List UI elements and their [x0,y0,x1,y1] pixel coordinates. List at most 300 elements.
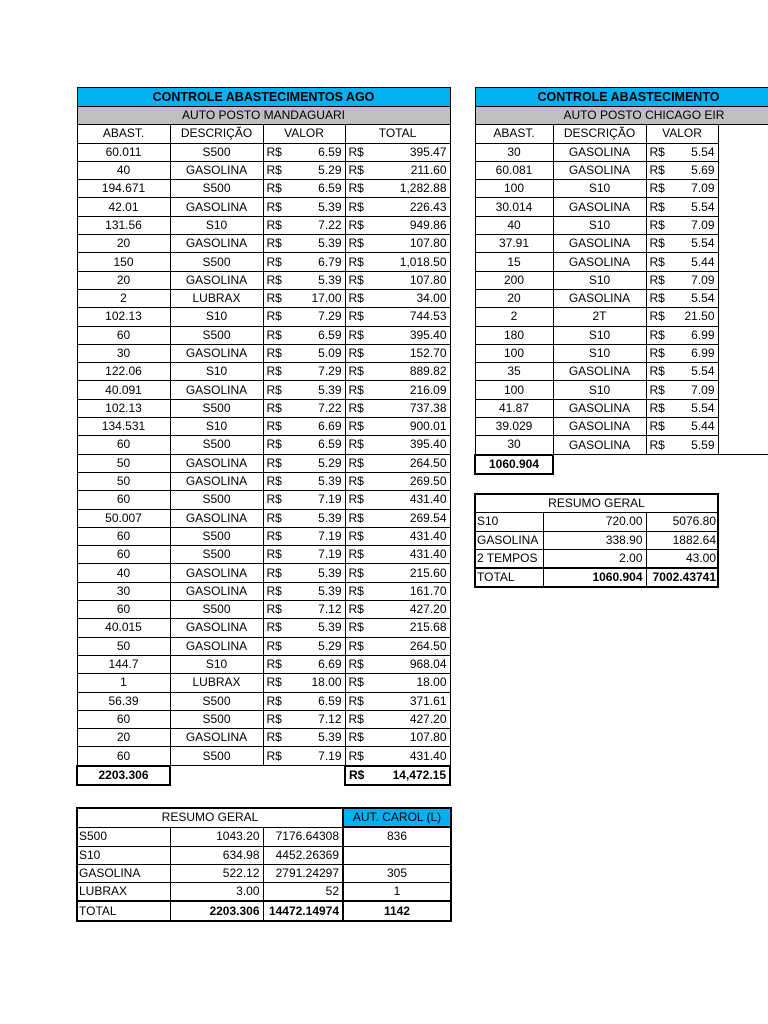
summary-label: S10 [77,846,170,864]
descricao-cell: S500 [170,399,263,417]
valor-cell: 5.54 [667,399,718,417]
summary-value: 7176.64308 [263,827,343,846]
header-total: TOTAL [345,125,450,143]
abast-cell: 20 [77,729,170,747]
abast-cell: 60 [77,491,170,509]
total-currency: R$ [345,491,366,509]
summary-label: S10 [475,513,543,531]
descricao-cell: GASOLINA [170,198,263,216]
total-currency: R$ [345,509,366,527]
abast-cell: 20 [77,235,170,253]
left-total-empty [170,766,345,785]
table-row [77,491,450,509]
right-summary-total-qty: 1060.904 [543,568,646,587]
table-row [475,198,768,216]
total-cell: 216.09 [366,381,450,399]
abast-cell: 50 [77,637,170,655]
descricao-cell: S500 [170,710,263,728]
total-cell: 1,018.50 [366,253,450,271]
left-total-row [77,766,450,785]
left-summary [76,807,452,922]
abast-cell: 40.091 [77,381,170,399]
valor-currency: R$ [263,582,284,600]
total-cell: 18.00 [366,674,450,692]
right-total-abast: 1060.904 [475,455,553,474]
valor-currency: R$ [646,289,667,307]
abast-cell: 30 [475,143,553,161]
total-cell: 431.40 [366,491,450,509]
abast-cell: 60.081 [475,161,553,179]
empty-cell [718,198,768,216]
abast-cell: 122.06 [77,363,170,381]
total-currency: R$ [345,289,366,307]
abast-cell: 30 [77,344,170,362]
table-row [77,454,450,472]
descricao-cell: GASOLINA [553,399,646,417]
descricao-cell: GASOLINA [553,161,646,179]
valor-currency: R$ [263,271,284,289]
valor-currency: R$ [646,418,667,436]
total-cell: 215.68 [366,619,450,637]
abast-cell: 2 [77,289,170,307]
valor-currency: R$ [263,436,284,454]
abast-cell: 15 [475,253,553,271]
table-row [77,363,450,381]
valor-currency: R$ [646,363,667,381]
total-cell: 264.50 [366,637,450,655]
descricao-cell: S500 [170,436,263,454]
valor-cell: 6.69 [284,418,345,436]
total-currency: R$ [345,253,366,271]
total-currency: R$ [345,710,366,728]
table-row [77,601,450,619]
descricao-cell: S10 [170,363,263,381]
abast-cell: 20 [77,271,170,289]
total-cell: 431.40 [366,747,450,766]
mandaguari-table [76,87,451,786]
empty-cell [718,216,768,234]
descricao-cell: S10 [553,271,646,289]
total-currency: R$ [345,546,366,564]
total-currency: R$ [345,235,366,253]
header-abast: ABAST. [77,125,170,143]
valor-cell: 5.39 [284,729,345,747]
table-row [77,289,450,307]
summary-value: 5076.80 [646,513,718,531]
empty-cell [718,271,768,289]
total-currency: R$ [345,527,366,545]
valor-currency: R$ [646,235,667,253]
descricao-cell: GASOLINA [553,253,646,271]
valor-currency: R$ [263,509,284,527]
empty-cell [718,308,768,326]
total-currency: R$ [345,326,366,344]
total-currency: R$ [345,655,366,673]
valor-cell: 5.44 [667,418,718,436]
descricao-cell: LUBRAX [170,674,263,692]
valor-cell: 6.99 [667,326,718,344]
descricao-cell: S10 [553,381,646,399]
valor-cell: 5.59 [667,436,718,455]
table-row [77,637,450,655]
valor-currency: R$ [263,747,284,766]
table-row [77,180,450,198]
total-cell: 737.38 [366,399,450,417]
valor-currency: R$ [263,729,284,747]
descricao-cell: S500 [170,253,263,271]
table-row [77,381,450,399]
valor-cell: 7.12 [284,601,345,619]
summary-label: 2 TEMPOS [475,549,543,568]
descricao-cell: GASOLINA [553,418,646,436]
abast-cell: 40 [77,564,170,582]
valor-cell: 5.69 [667,161,718,179]
descricao-cell: S10 [170,418,263,436]
empty-cell [718,143,768,161]
table-row [475,216,768,234]
table-row [77,729,450,747]
abast-cell: 56.39 [77,692,170,710]
total-cell: 226.43 [366,198,450,216]
abast-cell: 41.87 [475,399,553,417]
total-cell: 431.40 [366,546,450,564]
empty-cell [718,418,768,436]
descricao-cell: S10 [553,344,646,362]
descricao-cell: GASOLINA [170,472,263,490]
descricao-cell: GASOLINA [170,235,263,253]
valor-currency: R$ [263,198,284,216]
valor-cell: 5.39 [284,381,345,399]
empty-cell [718,363,768,381]
abast-cell: 102.13 [77,399,170,417]
valor-cell: 7.19 [284,491,345,509]
valor-cell: 5.39 [284,198,345,216]
table-row [77,546,450,564]
valor-cell: 6.59 [284,180,345,198]
valor-currency: R$ [646,436,667,455]
abast-cell: 60.011 [77,143,170,161]
descricao-cell: S500 [170,747,263,766]
total-cell: 161.70 [366,582,450,600]
abast-cell: 180 [475,326,553,344]
summary-row [77,864,451,882]
right-summary [474,493,719,588]
table-row [77,509,450,527]
abast-cell: 39.029 [475,418,553,436]
total-currency: R$ [345,454,366,472]
table-row [77,235,450,253]
summary-label: LUBRAX [77,883,170,902]
descricao-cell: S10 [170,655,263,673]
descricao-cell: GASOLINA [170,454,263,472]
total-currency: R$ [345,418,366,436]
summary-value: 4452.26369 [263,846,343,864]
valor-cell: 18.00 [284,674,345,692]
total-cell: 107.80 [366,729,450,747]
right-summary-title: RESUMO GERAL [475,494,718,513]
descricao-cell: GASOLINA [170,729,263,747]
total-currency: R$ [345,564,366,582]
table-row [475,344,768,362]
valor-currency: R$ [263,143,284,161]
table-row [77,655,450,673]
valor-cell: 5.39 [284,472,345,490]
total-currency: R$ [345,692,366,710]
total-currency: R$ [345,198,366,216]
table-row [77,582,450,600]
total-currency: R$ [345,637,366,655]
left-summary-total-carol: 1142 [343,901,451,920]
total-cell: 744.53 [366,308,450,326]
valor-currency: R$ [263,564,284,582]
table-row [475,326,768,344]
table-row [475,363,768,381]
valor-cell: 7.09 [667,381,718,399]
total-currency: R$ [345,143,366,161]
abast-cell: 40.015 [77,619,170,637]
summary-value: 1882.64 [646,531,718,549]
table-row [77,436,450,454]
total-currency: R$ [345,436,366,454]
descricao-cell: S500 [170,692,263,710]
total-currency: R$ [345,747,366,766]
right-header-valor: VALOR [646,125,718,143]
descricao-cell: S500 [170,180,263,198]
abast-cell: 50.007 [77,509,170,527]
valor-currency: R$ [646,143,667,161]
abast-cell: 102.13 [77,308,170,326]
total-cell: 152.70 [366,344,450,362]
valor-cell: 5.39 [284,619,345,637]
summary-label: GASOLINA [475,531,543,549]
descricao-cell: S500 [170,326,263,344]
empty-cell [718,161,768,179]
abast-cell: 40 [77,161,170,179]
table-row [77,344,450,362]
total-cell: 1,282.88 [366,180,450,198]
valor-currency: R$ [263,637,284,655]
total-currency: R$ [345,619,366,637]
valor-cell: 5.29 [284,161,345,179]
valor-cell: 7.29 [284,308,345,326]
valor-cell: 6.69 [284,655,345,673]
summary-row [475,513,718,531]
valor-cell: 6.99 [667,344,718,362]
empty-cell [718,180,768,198]
descricao-cell: S10 [553,216,646,234]
abast-cell: 30.014 [475,198,553,216]
table-row [77,747,450,766]
total-cell: 215.60 [366,564,450,582]
descricao-cell: GASOLINA [170,619,263,637]
valor-cell: 5.54 [667,289,718,307]
descricao-cell: GASOLINA [170,344,263,362]
descricao-cell: S10 [170,308,263,326]
table-row [77,399,450,417]
abast-cell: 60 [77,436,170,454]
right-empty-cell [718,125,768,143]
summary-value: 2791.24297 [263,864,343,882]
descricao-cell: GASOLINA [170,161,263,179]
right-header-row [475,125,768,143]
total-cell: 431.40 [366,527,450,545]
empty-cell [718,235,768,253]
valor-cell: 5.29 [284,637,345,655]
descricao-cell: LUBRAX [170,289,263,307]
left-summary-carol-header: AUT. CAROL (L) [343,808,451,827]
total-currency: R$ [345,381,366,399]
valor-currency: R$ [263,601,284,619]
empty-cell [718,326,768,344]
valor-currency: R$ [263,454,284,472]
total-cell: 107.80 [366,235,450,253]
table-row [77,619,450,637]
abast-cell: 37.91 [475,235,553,253]
right-header-descricao: DESCRIÇÃO [553,125,646,143]
total-currency: R$ [345,729,366,747]
table-row [77,674,450,692]
table-row [475,235,768,253]
valor-cell: 7.09 [667,180,718,198]
abast-cell: 1 [77,674,170,692]
total-currency: R$ [345,180,366,198]
summary-qty: 2.00 [543,549,646,568]
left-summary-total-label: TOTAL [77,901,170,920]
summary-row [77,846,451,864]
total-currency: R$ [345,601,366,619]
empty-cell [718,344,768,362]
total-currency: R$ [345,308,366,326]
descricao-cell: 2T [553,308,646,326]
empty-cell [718,436,768,455]
valor-currency: R$ [263,692,284,710]
table-row [77,326,450,344]
table-row [475,143,768,161]
valor-cell: 5.09 [284,344,345,362]
empty-cell [718,399,768,417]
total-cell: 269.50 [366,472,450,490]
valor-currency: R$ [646,308,667,326]
table-row [77,143,450,161]
valor-currency: R$ [263,655,284,673]
total-cell: 264.50 [366,454,450,472]
valor-currency: R$ [263,235,284,253]
right-total-empty [553,455,768,474]
valor-cell: 17.00 [284,289,345,307]
valor-cell: 21.50 [667,308,718,326]
valor-currency: R$ [646,253,667,271]
right-title: CONTROLE ABASTECIMENTO [475,88,768,107]
valor-currency: R$ [263,180,284,198]
summary-qty: 634.98 [170,846,263,864]
descricao-cell: GASOLINA [553,198,646,216]
abast-cell: 50 [77,454,170,472]
table-row [77,161,450,179]
valor-currency: R$ [263,344,284,362]
valor-currency: R$ [646,180,667,198]
empty-cell [718,253,768,271]
total-currency: R$ [345,216,366,234]
descricao-cell: GASOLINA [553,235,646,253]
empty-cell [718,289,768,307]
valor-currency: R$ [263,289,284,307]
valor-cell: 5.54 [667,235,718,253]
abast-cell: 100 [475,381,553,399]
abast-cell: 60 [77,710,170,728]
valor-currency: R$ [646,326,667,344]
abast-cell: 100 [475,344,553,362]
valor-currency: R$ [646,198,667,216]
summary-qty: 338.90 [543,531,646,549]
total-currency: R$ [345,161,366,179]
valor-cell: 7.12 [284,710,345,728]
valor-cell: 6.59 [284,436,345,454]
valor-currency: R$ [646,216,667,234]
valor-currency: R$ [263,710,284,728]
right-header-abast: ABAST. [475,125,553,143]
right-total-row [475,455,768,474]
descricao-cell: GASOLINA [553,436,646,455]
total-cell: 968.04 [366,655,450,673]
right-subtitle: AUTO POSTO CHICAGO EIR [475,107,768,125]
table-row [475,418,768,436]
total-cell: 427.20 [366,601,450,619]
abast-cell: 131.56 [77,216,170,234]
right-summary-total-label: TOTAL [475,568,543,587]
valor-cell: 5.39 [284,564,345,582]
summary-row [475,549,718,568]
abast-cell: 2 [475,308,553,326]
valor-cell: 7.19 [284,527,345,545]
valor-cell: 7.22 [284,399,345,417]
valor-cell: 6.79 [284,253,345,271]
valor-cell: 7.09 [667,271,718,289]
left-total-abast: 2203.306 [77,766,170,785]
table-row [475,161,768,179]
left-total-value: 14,472.15 [366,766,450,785]
valor-currency: R$ [263,399,284,417]
descricao-cell: GASOLINA [170,381,263,399]
table-row [475,399,768,417]
abast-cell: 30 [475,436,553,455]
total-cell: 395.40 [366,436,450,454]
abast-cell: 100 [475,180,553,198]
total-cell: 949.86 [366,216,450,234]
left-summary-total-qty: 2203.306 [170,901,263,920]
valor-currency: R$ [646,271,667,289]
descricao-cell: S500 [170,601,263,619]
table-row [77,692,450,710]
total-currency: R$ [345,472,366,490]
total-currency: R$ [345,399,366,417]
summary-qty: 720.00 [543,513,646,531]
abast-cell: 194.671 [77,180,170,198]
abast-cell: 50 [77,472,170,490]
valor-currency: R$ [646,344,667,362]
table-row [77,308,450,326]
total-currency: R$ [345,582,366,600]
valor-currency: R$ [263,527,284,545]
table-row [77,564,450,582]
summary-carol [343,846,451,864]
left-summary-total-row [77,901,451,920]
valor-currency: R$ [646,399,667,417]
abast-cell: 134.531 [77,418,170,436]
total-cell: 269.54 [366,509,450,527]
empty-cell [718,381,768,399]
descricao-cell: GASOLINA [170,564,263,582]
table-row [475,180,768,198]
